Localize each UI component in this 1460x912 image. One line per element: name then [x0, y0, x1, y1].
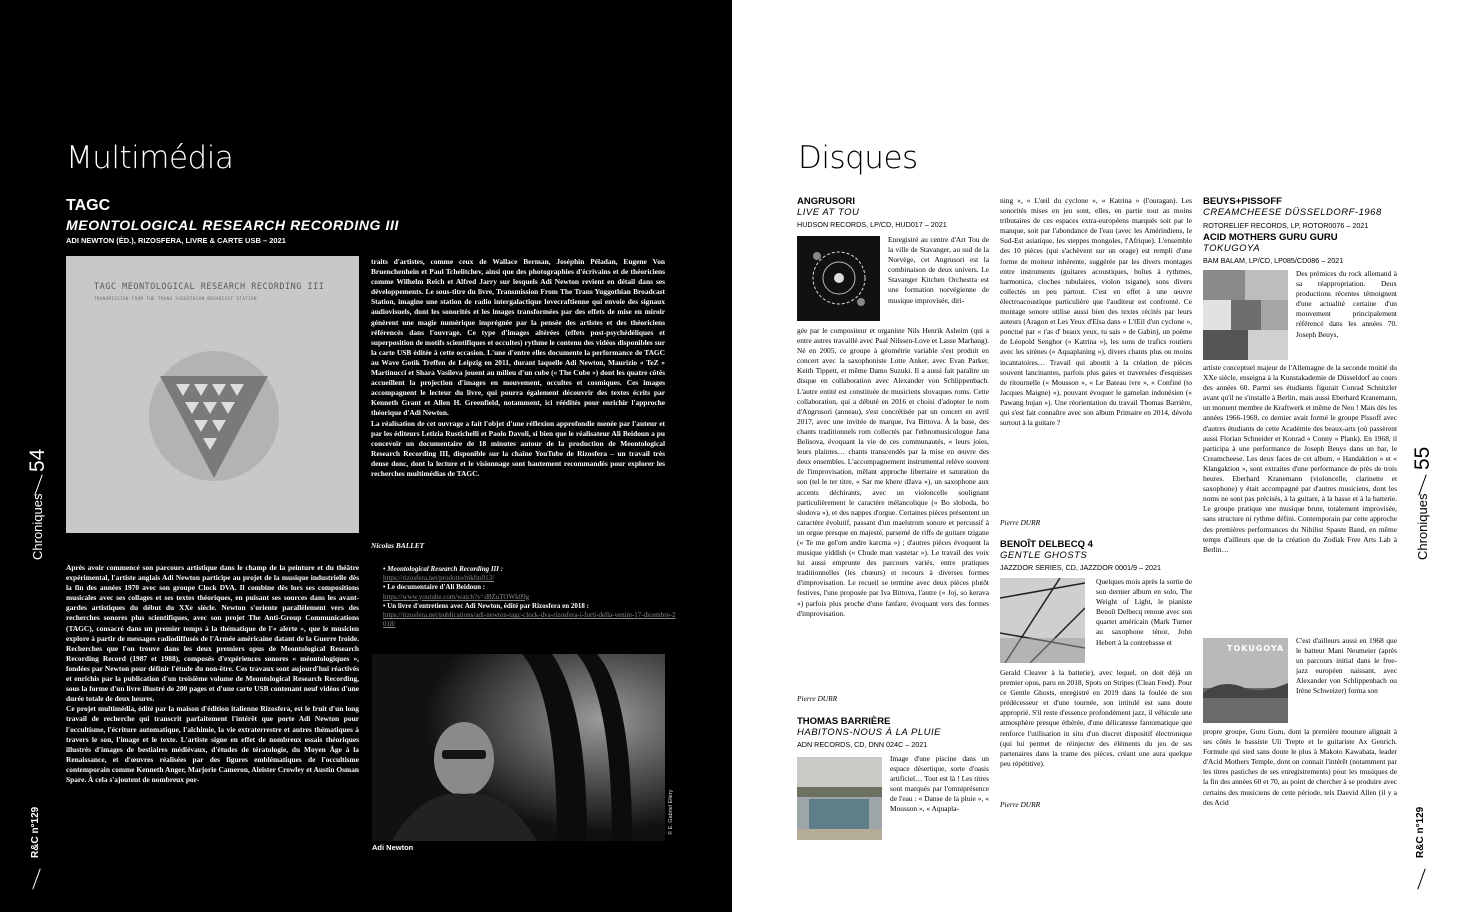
- review-text: Gerald Cleaver à la batterie), avec lequel, on doit déjà un premier opus, paru en 2018, Spots on Stripes (Clean Feed). Pour ce Gentle Ghosts, enregistré en 2019 dans la foulée de son prédécesseur et d'une tournée, son intitulé est sans doute approprié. S'il reste d'essence profondément jazz, il véhicule une atmosphère presque éthérée, d'une délicatesse fantomatique que renforce l'utilisation in situ d'un discret dispositif électronique (qui lui permet de réinjecter des éléments du jeu de ses partenaires dans la trame des pièces, créant une aura quelque peu répétitive).: [1000, 668, 1192, 768]
- issue-slash: [32, 868, 40, 889]
- review-signature: Pierre DURR: [797, 694, 838, 703]
- review-text-end: propre groupe, Guru Guru, dont la première mouture alignait à ses côtés le bassiste Uli Trepte et le guitariste Ax Genrich. Formule qui sied sans doute le plus à Makoto Kawabata, leader d'Acid Mothers Temple, dont on connait l'intérêt (notamment par les titres pastiches de ses enregistrements) pour les musiques de la fin des années 60 et 70, au point de chercher à se produire avec certains des musiciens de cette période, tels Daevid Allen (il y a des Acid: [1203, 727, 1397, 807]
- cover-artwork: [797, 236, 880, 321]
- links-list: [383, 565, 678, 629]
- review-artist: THOMAS BARRIÈRE: [797, 716, 891, 727]
- article-credits: ADI NEWTON (ÉD.), RIZOSFERA, LIVRE & CARTE USB – 2021: [66, 236, 286, 245]
- cover-title: TAGC MEONTOLOGICAL RESEARCH RECORDING III: [94, 282, 325, 292]
- review-text-wrap: Des prémices du rock allemand à sa réappropriation. Deux productions récentes témoignent d'une actualité certaine d'un mouvement principalement référencé dans les années 70. Joseph Beuys,: [1296, 269, 1397, 339]
- column2-paragraph-1: traits d'artistes, comme ceux de Wallace Berman, Joséphin Péladan, Eugene Von Bruenchenhein et Paul Tchelitchev, ainsi que des photographies d'écrivains et de théoriciens comme Wilhelm Reich et Alfred Jarry sur lesquels Adi Newton revient en détail dans ses développements. Le sous-titre du livre, Transmission From The Trans Yuggothian Broadcast Station, imagine une station de radio intergalactique lovecraftienne qui envoie des signaux audiovisuels, dont les sonorités et les images transformées par des effets de mise en miroir génèrent une magie numérique imprégnée par la pensée des artistes et des théoriciens référencés dans l'ouvrage. Ce type d'images altérées (effets post-psychédéliques et superposition de motifs scientifiques et occultes) rythme le contenu des vidéos disponibles sur la carte USB éditée à cette occasion. L'une d'entre elles documente la performance de TAGC au Wave Gotik Treffen de Leipzig en 2011, durant laquelle Adi Newton, Maurizio « TeZ » Martinucci et Shara Vasileva jouent au milieu d'un cube (« The Cube ») dont les quatre côtés accueillent la projection d'images en mouvement, occultes et cosmiques. Ces images accompagnent le lecteur du livre, qui pourra également découvrir des textes écrits par Kenneth Grant et Allen H. Greenfield, notamment, ici réédités pour enrichir l'approche théorique d'Adi Newton.: [371, 257, 665, 418]
- album-cover-tokugoya: [1203, 638, 1288, 723]
- review-signature: Pierre DURR: [1000, 518, 1041, 527]
- artist-photo: [372, 654, 665, 841]
- article-column-2: [371, 257, 665, 479]
- photo-credit: © E. Gabriel Ellery: [668, 789, 674, 835]
- review-title: GENTLE GHOSTS: [1000, 550, 1088, 561]
- article-signature: Nicolas BALLET: [371, 541, 425, 550]
- link-label-documentary: • Le documentaire d'Ali Beidoun :: [383, 583, 486, 592]
- review-text-wrap-2: C'est d'ailleurs aussi en 1968 que le batteur Mani Neumeier (après un parcours initial dans le free-jazz européen naissant, avec Alexander von Schlippenbach ou Irène Schweizer) forma son: [1296, 636, 1397, 696]
- section-title: Multimédia: [66, 140, 234, 176]
- cover-emblem: [66, 256, 359, 533]
- section-title: Disques: [798, 140, 918, 176]
- right-page: [732, 0, 1460, 912]
- review-ref: ADN RECORDS, CD, DNN 024C – 2021: [797, 740, 928, 749]
- review-ref: HUDSON RECORDS, LP/CD, HUD017 – 2021: [797, 220, 947, 229]
- page-folio: 55: [1411, 446, 1434, 470]
- link-interviews[interactable]: https://rizosfera.net/publications/adi-newton-tagc-clock-dva-rizosfera-i-forti-della-venire-17-dicembre-2018/: [383, 611, 676, 629]
- column1-paragraph-1: Après avoir commencé son parcours artistique dans le champ de la peinture et du théâtre expérimental, l'artiste anglais Adi Newton participe au projet de la musique industrielle dès la fin des années 1970 avec son groupe Clock DVA. Il combine dès lors ses compositions musicales avec ses collages et ses textes théoriques, en puisant ses sources dans les avant-gardes artistiques du début du XXe siècle. Newton s'oriente parallèlement vers des recherches sonores plus scientifiques, avec son projet The Anti-Group Communications (TAGC), consacré dans un premier temps à la thématique de l'« alerte », que le musicien explore à partir de messages radiodiffusés de l'Armée américaine datant de la Guerre froide. Recherches que l'on trouve dans les deux premiers opus de Meontological Research Recording Record (1987 et 1988), composés d'expériences sonores « méontologiques », fondées par Newton pour définir l'étude du non-être. Ces travaux sont aujourd'hui réactivés et enrichis par la publication d'un troisième volume de Meontological Research Recording, sous la forme d'un livre illustré de 200 pages et d'une carte USB contenant neuf vidéos d'une durée totale de deux heures.: [66, 563, 359, 704]
- link-book[interactable]: https://rizosfera.net/prodotto/mkfm013/: [383, 574, 495, 583]
- issue-number: R&C n°129: [1415, 806, 1426, 858]
- review-title: LIVE AT TOU: [797, 207, 860, 218]
- album-cover-delbecq: [1000, 578, 1085, 663]
- review-ref: JAZZDOR SERIES, CD, JAZZDOR 0001/9 – 2021: [1000, 563, 1161, 572]
- review-ref-2: BAM BALAM, LP/CD, LP085/CD086 – 2021: [1203, 256, 1344, 265]
- review-text: artiste conceptuel majeur de l'Allemagne de la seconde moitié du XXe siècle, enseigna à la Kunstakademie de Düsseldorf au cours des années 60. Parmi ses étudiants figurait Conrad Schnitzler avant qu'il ne s'installe à Berlin, mais aussi Eberhard Kranemann, un moment membre de Kraftwerk et même de Neu ! Mais dès les années 1966-1969, ce dernier avait formé le groupe Pissoff avec d'autres étudiants de cette Académie des beaux-arts (où passèrent aussi Florian Schneider et Konrad « Conny » Plank). En 1968, il participa à une performance de Joseph Beuys dans un bar, le Creamcheese. Les deux faces de cet album, « Handaktion » et « Klangaktion », sont extraites d'une performance de près de trois heures. Eberhard Kranemann (violoncelle, clarinette et saxophone) y était accompagné par d'autres musiciens, dont les noms ne sont pas précisés, à la guitare, à la basse et à la batterie. Le groupe pratique une musique brute, totalement improvisée, sans structure ni rythme défini. Contemporain par cette approche des premières performances du Nihilist Spasm Band, en même temps d'ailleurs que de la création du Zodiak Free Arts Lab à Berlin…: [1203, 363, 1397, 554]
- review-text-wrap: Quelques mois après la sortie de son dernier album en solo, The Weight of Light, le pianiste Benoît Delbecq renoue avec son quartet américain (Mark Turner au saxophone ténor, John Hebert à la contrebasse et: [1096, 577, 1192, 647]
- review-text: gée par le compositeur et organiste Nils Henrik Asheim (qui a entre autres travaillé avec Paal Nilssen-Love et Lasse Marhaug). Né en 2005, ce groupe à géométrie variable s'est produit en concert avec la saxophoniste Lotte Anker, avec Evan Parker, Keith Tippett, et même Damo Suzuki. Il a aussi fait paraître un disque en collaboration avec Alexander von Schlippenbach. L'autre entité est constituée de musiciens slovaques roms. Cette collaboration, qui a débuté en 2016 et choisi d'adopter le nom d'Angrusori (anneau), s'est concrétisée par un concert en avril 2017, avec une invitée de marque, Iva Bittova. À la base, des chants traditionnels rom collectés par l'ethnomusicologue Jana Belisova, évoquant la vie de ces communautés, « leurs joies, leurs plaintes… chants transcendés par la mise en œuvre des deux ensembles. L'accompagnement instrumental relève souvent de l'improvisation, mêlant approche libertaire et saturation du son (tel le ter titre, « Sar me khere džava »), un saxophone aux accents déchirants, avec un violoncelle soulignant particulièrement le caractère mélancolique (« Bo sloboda, bo slodova »), et des nappes d'orgue. Certaines pièces présentent un caractère évolutif, passant d'un maelstrom sonore et percussif à un orgue presque en majesté, parsemé de riffs de guitare tzigane (« Te me gel'om andre karcma ») ; d'autres pièces évoquent la musique yiddish (« Chude man vastetar »). Le travail des voix lui aussi emprunte des parcours variés, entre pratiques traditionnelles (les chœurs) et recours à diverses formes d'improvisation. Le recueil se termine avec deux pièces plutôt festives, l'une proposée par Iva Bittova, l'autre (« Joj, so kerava ») parfois plus proche d'une fanfare, évoquant vers des formes d'improvisation.: [797, 326, 989, 618]
- article-column-1: [66, 563, 359, 785]
- article-title: TAGC: [66, 197, 111, 214]
- cover-artwork: [797, 757, 882, 840]
- review-title-2: TOKUGOYA: [1203, 243, 1261, 254]
- review-ref: ROTORELIEF RECORDS, LP, ROTOR0076 – 2021: [1203, 221, 1369, 230]
- article-subtitle: MEONTOLOGICAL RESEARCH RECORDING III: [66, 217, 399, 233]
- issue-slash: [1417, 868, 1425, 889]
- review-text-wrap: Enregistré au centre d'Art Tou de la ville de Stavanger, au sud de la Norvège, cet Angrusori est la combinaison de deux univers. Le Stavanger Kitchen Orchestra est une formation norvégienne de musique improvisée, diri-: [888, 235, 989, 305]
- photo-caption: Adi Newton: [372, 843, 414, 852]
- review-text-wrap: Image d'une piscine dans un espace désertique, sorte d'oasis artificiel… Tout est là ! Les titres sont marqués par l'omniprésence de l'eau : « Danse de la pluie », « Mousson », « Aquapla-: [890, 754, 989, 814]
- running-title: Chroniques: [1415, 493, 1430, 560]
- running-title: Chroniques: [30, 493, 45, 560]
- photo-artwork: [372, 654, 665, 841]
- issue-number: R&C n°129: [30, 806, 41, 858]
- album-cover-angrusori: [797, 236, 880, 321]
- review-artist-2: ACID MOTHERS GURU GURU: [1203, 232, 1338, 243]
- cover-artwork: [1203, 270, 1288, 360]
- review-title: CREAMCHEESE DÜSSELDORF-1968: [1203, 207, 1382, 218]
- link-label-interviews: • Un livre d'entretiens avec Adi Newton, édité par Rizosfera en 2018 :: [383, 601, 590, 610]
- album-cover-barriere: [797, 757, 882, 840]
- review-signature: Pierre DURR: [1000, 800, 1041, 809]
- book-cover: [66, 256, 359, 533]
- review-artist: ANGRUSORI: [797, 196, 856, 207]
- review-artist: BENOÎT DELBECQ 4: [1000, 539, 1093, 550]
- link-label-book: • Meontological Research Recording III :: [383, 565, 504, 573]
- review-title: HABITONS-NOUS À LA PLUIE: [797, 727, 941, 738]
- review-artist: BEUYS+PISSOFF: [1203, 196, 1282, 207]
- album-cover-beuys: [1203, 270, 1288, 360]
- cover-subtitle: TRANSMISSION FROM THE TRANS YUGGOTHIAN BROADCAST STATION: [94, 296, 257, 301]
- review-text-continued: ning », « L'œil du cyclone », « Katrina » (l'ouragan). Les sonorités mises en jeu sont, elles, en partie tout au moins tributaires de ces espaces extra-européens marqués soit par le manque, soit par l'abondance de l'eau (avec les Amérindiens, le Sud-Est asiatique, les steppes mongoles, l'Afrique). L'ensemble des 10 pièces (qui s'achèvent sur un orage) est rempli d'une forme de moiteur inhérente, suggérée par les divers montages entre instruments (guitares acoustiques, boîtes à rythmes, harmonica, cloches tubulaires, violon tsigane), sons divers collectés un peu partout. C'est en effet à une œuvre électroacoustique particulière que l'auditeur est confronté. Ce montage sonore utilise aussi bien des textes récités par leurs auteurs (Aragon et Les Yeux d'Elsa dans « L'Œil d'un cyclone », ponctué par « t'as d' beaux yeux, tu sais » de Gabin), un poème de Léopold Senghor (« Katrina »), les sons de trafics routiers avec les sirènes (« Aquaplaning »), divers chants plus ou moins incantatoires… Travail qui aboutit à la création de pièces souvent lancinantes, parfois plus gaies et traversées d'esquisses de ritournelle (« Mousson », « Le Bateau ivre », « Confiné (to Jacques Maigne) »), pouvant évoquer le gamelan indonésien (« Pawang hujan »). Une réorientation du travail Thomas Barrière, qui s'est fait connaître avec son album Primaire en 2014, dévolu surtout à la guitare ?: [1000, 196, 1192, 428]
- cover-artwork: [1000, 578, 1085, 663]
- column2-paragraph-2: La réalisation de cet ouvrage a fait l'objet d'une réflexion approfondie menée par l'auteur et par les éditeurs Letizia Rustichelli et Paolo Davoli, si bien que le réalisateur Ali Beidoun a pu concevoir un documentaire de 18 minutes autour de la production de Meontological Research Recording III, disponible sur la chaîne YouTube de Rizosfera – un travail très dense donc, dont la lecture et le visionnage sont hautement recommandés pour explorer les recherches multimédias de TAGC.: [371, 418, 665, 478]
- page-folio: 54: [26, 448, 49, 472]
- column1-paragraph-2: Ce projet multimédia, édité par la maison d'édition italienne Rizosfera, est le fruit d'un long travail de recherche qui transcrit parfaitement l'intérêt que porte Adi Newton pour l'occultisme, l'écriture automatique, l'alchimie, la vie extraterrestre et autres thématiques à travers le son, l'image et le texte. L'artiste signe en effet de nombreux essais théoriques illustrés d'images de bestiaires médiévaux, d'études de tératologie, du Moyen Âge à la Renaissance, et d'œuvres réalisées par des figures emblématiques de l'occultisme contemporain comme Kenneth Anger, Marjorie Cameron, Aleister Crowley et Austin Osman Spare. À cela s'ajoutent de nombreux por-: [66, 704, 359, 784]
- link-documentary[interactable]: https://www.youtube.com/watch?v=d8ZuTOWk09g: [383, 592, 530, 601]
- cover-text: TOKUGOYA: [1227, 644, 1285, 653]
